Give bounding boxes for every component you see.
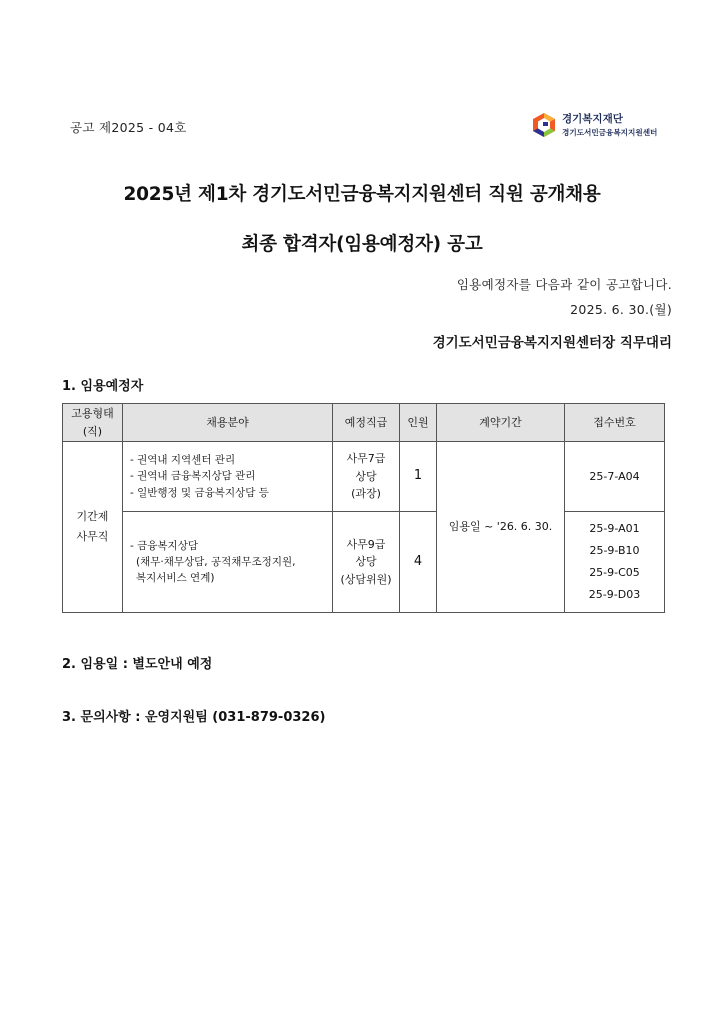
grade-line: 사무9급: [346, 537, 386, 551]
employment-type-line2: 사무직: [76, 530, 109, 543]
grade-line: 상당: [355, 469, 377, 483]
receipt-cell: 25-7-A04: [565, 442, 665, 512]
grade-cell: [333, 512, 400, 613]
section2-appointment-date: 2. 임용일 : 별도안내 예정: [62, 657, 213, 672]
table-row: [63, 442, 665, 512]
field-line: (채무·채무상담, 공적채무조정지원,: [136, 555, 296, 568]
receipt-number: 25-9-B10: [589, 544, 640, 557]
header-employment-type: [63, 404, 123, 442]
header-contract: 계약기간: [437, 404, 565, 442]
field-line: - 일반행정 및 금융복지상담 등: [130, 486, 269, 499]
page-title-line1: 2025년 제1차 경기도서민금융복지지원센터 직원 공개채용: [123, 184, 601, 205]
notice-number: 공고 제2025 - 04호: [70, 120, 187, 135]
receipt-number: 25-9-C05: [589, 566, 640, 579]
employment-type-line1: 기간제: [76, 510, 109, 523]
field-line: - 권역내 금융복지상담 관리: [130, 470, 256, 483]
contract-period-cell: 임용일 ~ '26. 6. 30.: [437, 442, 565, 613]
notice-date: 2025. 6. 30.(월): [570, 302, 672, 317]
header-headcount: 인원: [400, 404, 437, 442]
field-line: - 금융복지상담: [130, 539, 198, 552]
field-line: 복지서비스 연계): [136, 572, 215, 585]
header-employment-type-line1: 고용형태: [71, 406, 114, 420]
field-cell: [123, 442, 333, 512]
appointee-table: [62, 403, 665, 613]
grade-cell: [333, 442, 400, 512]
foundation-logo-icon: [532, 112, 556, 138]
page-title-line2: 최종 합격자(임용예정자) 공고: [241, 234, 483, 255]
header-field: 채용분야: [123, 404, 333, 442]
receipt-number: 25-9-A01: [589, 522, 640, 535]
section1-heading: 1. 임용예정자: [62, 379, 144, 394]
table-row: [63, 512, 665, 613]
receipt-number: 25-9-D03: [588, 588, 641, 601]
logo-subname: 경기도서민금융복지지원센터: [562, 128, 658, 137]
grade-line: (상담위원): [340, 572, 392, 586]
intro-text: 임용예정자를 다음과 같이 공고합니다.: [456, 277, 672, 292]
receipt-cell: [565, 512, 665, 613]
section3-contact: 3. 문의사항 : 운영지원팀 (031-879-0326): [62, 710, 326, 725]
headcount-cell: 4: [400, 512, 437, 613]
field-cell: [123, 512, 333, 613]
header-employment-type-line2: (직): [82, 424, 103, 438]
grade-line: 사무7급: [346, 452, 386, 466]
signer: 경기도서민금융복지지원센터장 직무대리: [432, 335, 672, 351]
field-line: - 권역내 지역센터 관리: [130, 454, 236, 467]
table-header-row: [63, 404, 665, 442]
grade-line: (과장): [351, 487, 381, 501]
header-receipt: 접수번호: [565, 404, 665, 442]
header-grade: 예정직급: [333, 404, 400, 442]
grade-line: 상당: [355, 555, 377, 569]
employment-type-cell: [63, 442, 123, 613]
logo-name: 경기복지재단: [562, 113, 623, 125]
foundation-logo: [532, 110, 672, 144]
headcount-cell: 1: [400, 442, 437, 512]
